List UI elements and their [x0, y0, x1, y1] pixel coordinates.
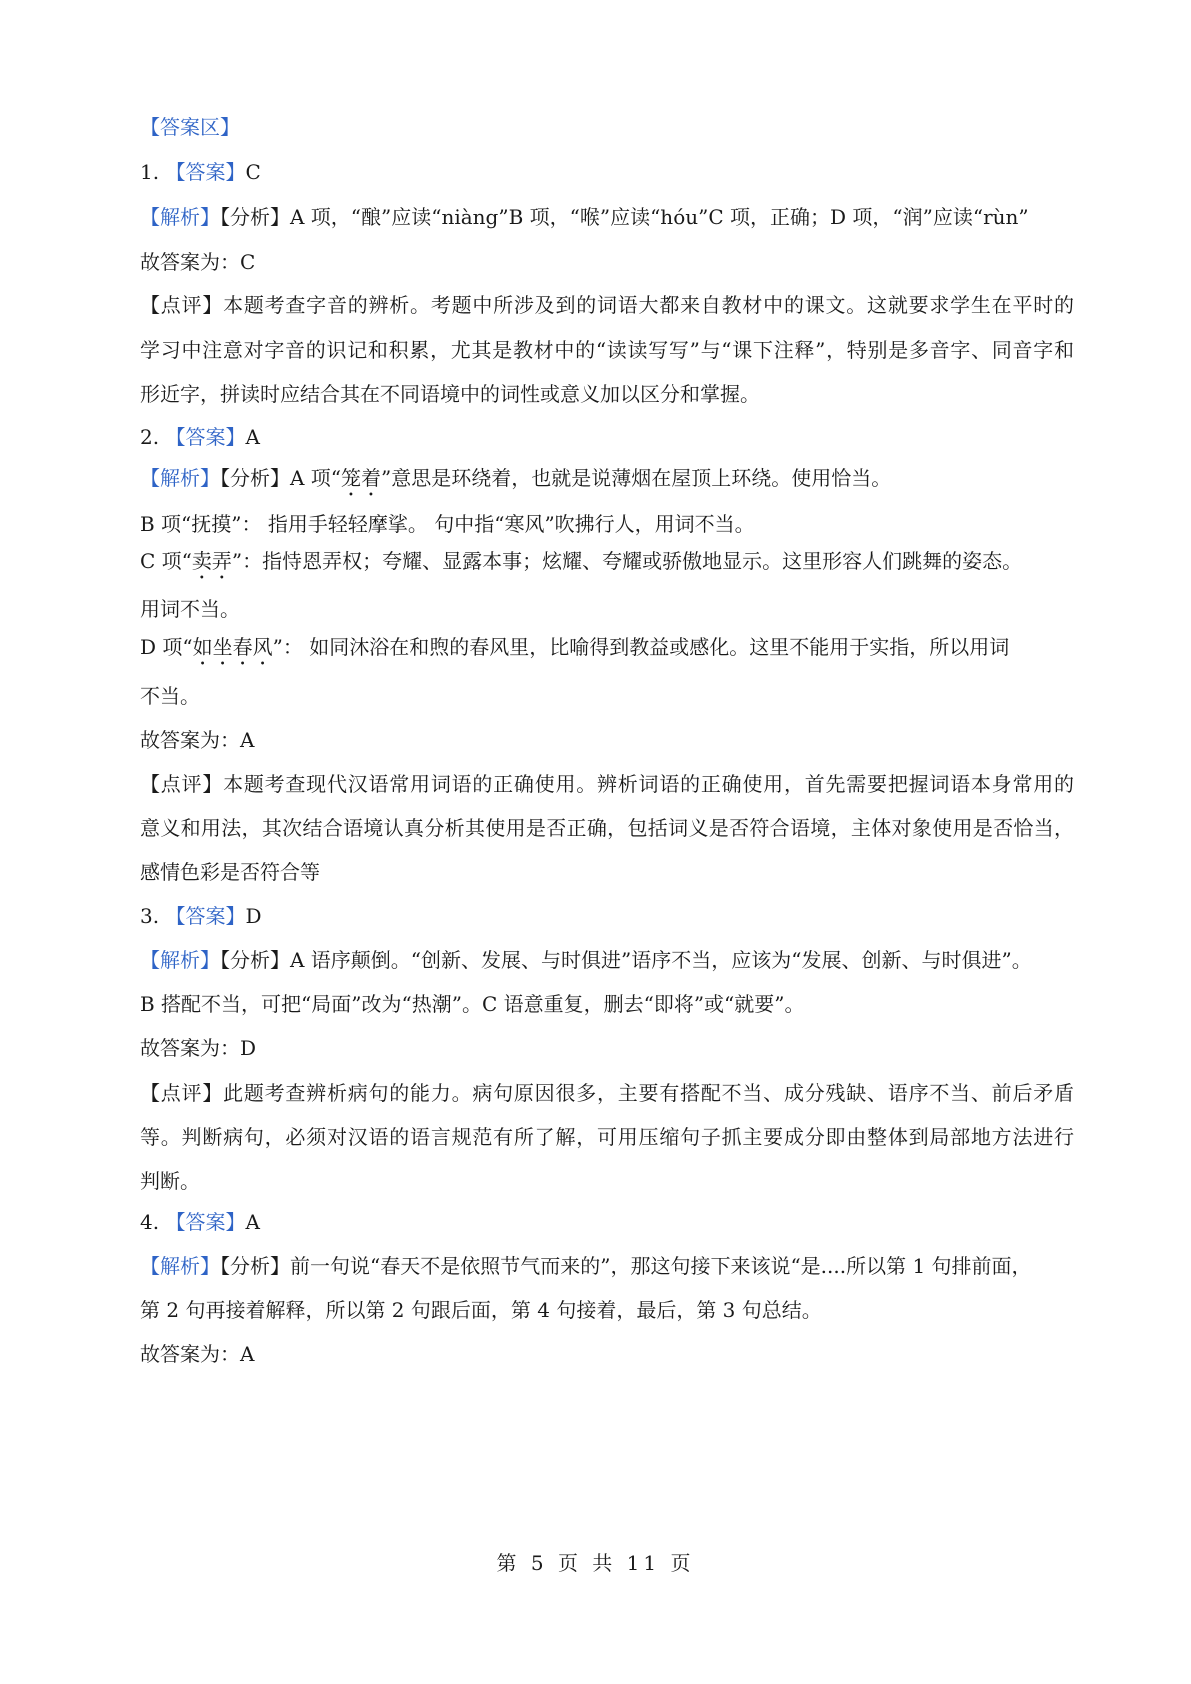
q2-number: 2. — [140, 425, 160, 449]
q2-comment-line2: 意义和用法，其次结合语境认真分析其使用是否正确，包括词义是否符合语境，主体对象使用是否恰当， — [140, 816, 1074, 840]
q1-comment-line1: 【点评】本题考查字音的辨析。考题中所涉及到的词语大都来自教材中的课文。这就要求学生在平时的 — [140, 293, 1074, 317]
q2-d-continued: 不当。 — [140, 684, 200, 708]
q1-comment-line3: 形近字，拼读时应结合其在不同语境中的词性或意义加以区分和掌握。 — [140, 382, 760, 406]
q2-d-suffix: ”： 如同沐浴在和煦的春风里，比喻得到教益或感化。这里不能用于实指，所以用词 — [272, 635, 1010, 659]
q2-comment-line1: 【点评】本题考查现代汉语常用词语的正确使用。辨析词语的正确使用，首先需要把握词语本身常用的 — [140, 772, 1074, 796]
q3-number: 3. — [140, 904, 160, 928]
q2-b-line: B 项“抚摸”： 指用手轻轻摩挲。 句中指“寒风”吹拂行人，用词不当。 — [140, 512, 755, 536]
q3-analysis-line2: B 搭配不当，可把“局面”改为“热潮”。C 语意重复，删去“即将”或“就要”。 — [140, 992, 805, 1016]
q1-analysis — [140, 204, 1029, 230]
q2-answer-line — [140, 424, 260, 450]
q4-analysis-line2: 第 2 句再接着解释，所以第 2 句跟后面，第 4 句接着，最后，第 3 句总结。 — [140, 1298, 822, 1322]
q2-answer: A — [245, 425, 260, 449]
q1-number: 1. — [140, 160, 160, 184]
q3-comment-line3: 判断。 — [140, 1169, 200, 1193]
q2-d-word: 如坐春风 — [192, 635, 273, 659]
q1-comment-line2: 学习中注意对字音的识记和积累，尤其是教材中的“读读写写”与“课下注释”，特别是多音字、同音字和 — [140, 338, 1074, 362]
answer-zone-title: 【答案区】 — [140, 115, 240, 139]
q4-jiexi-tag: 【解析】 — [140, 1254, 220, 1278]
q2-a-suffix: ”意思是环绕着，也就是说薄烟在屋顶上环绕。使用恰当。 — [381, 466, 892, 490]
q1-conclusion: 故答案为：C — [140, 250, 256, 274]
q4-answer-line — [140, 1209, 260, 1235]
q2-c-prefix: C 项“ — [140, 549, 192, 573]
q3-jiexi-tag: 【解析】 — [140, 948, 220, 972]
q3-answer-line — [140, 903, 262, 929]
q1-analysis-text: 【分析】A 项，“酿”应读“niàng”B 项，“喉”应读“hóu”C 项，正确；D 项，“润”应读“rùn” — [220, 205, 1029, 229]
q1-jiexi-tag: 【解析】 — [140, 205, 220, 229]
q2-c-line — [140, 548, 1022, 584]
q1-answer-line — [140, 159, 261, 185]
q2-comment-line3: 感情色彩是否符合等 — [140, 860, 320, 884]
q4-analysis-text: 【分析】前一句说“春天不是依照节气而来的”，那这句接下来该说“是....所以第 1 句排前面， — [220, 1254, 1032, 1278]
q4-conclusion: 故答案为：A — [140, 1342, 255, 1366]
q3-comment-line1: 【点评】此题考查辨析病句的能力。病句原因很多，主要有搭配不当、成分残缺、语序不当、前后矛盾 — [140, 1081, 1074, 1105]
q1-answer: C — [245, 160, 261, 184]
q2-a-word: 笼着 — [341, 466, 382, 490]
q3-analysis-text: 【分析】A 语序颠倒。“创新、发展、与时俱进”语序不当，应该为“发展、创新、与时俱进”。 — [220, 948, 1032, 972]
q2-d-line — [140, 634, 1009, 670]
q2-conclusion: 故答案为：A — [140, 728, 255, 752]
q2-a-prefix: 【分析】A 项“ — [220, 466, 342, 490]
q2-d-prefix: D 项“ — [140, 635, 193, 659]
q2-analysis-a — [140, 465, 891, 501]
q3-conclusion: 故答案为：D — [140, 1036, 257, 1060]
q2-jiexi-tag: 【解析】 — [140, 466, 220, 490]
q4-answer: A — [245, 1210, 260, 1234]
q3-answer-tag: 【答案】 — [165, 904, 246, 928]
q1-answer-tag: 【答案】 — [165, 160, 246, 184]
q2-c-word: 卖弄 — [191, 549, 232, 573]
q3-comment-line2: 等。判断病句，必须对汉语的语言规范有所了解，可用压缩句子抓主要成分即由整体到局部地方法进行 — [140, 1125, 1074, 1149]
q3-answer: D — [245, 904, 262, 928]
q4-analysis — [140, 1253, 1032, 1279]
q4-number: 4. — [140, 1210, 160, 1234]
q2-c-suffix: ”：指恃恩弄权；夸耀、显露本事；炫耀、夸耀或骄傲地显示。这里形容人们跳舞的姿态。 — [231, 549, 1023, 573]
q2-answer-tag: 【答案】 — [165, 425, 246, 449]
q2-c-continued: 用词不当。 — [140, 597, 240, 621]
page-footer: 第 5 页 共 11 页 — [496, 1551, 695, 1575]
q3-analysis — [140, 947, 1032, 973]
q4-answer-tag: 【答案】 — [165, 1210, 246, 1234]
